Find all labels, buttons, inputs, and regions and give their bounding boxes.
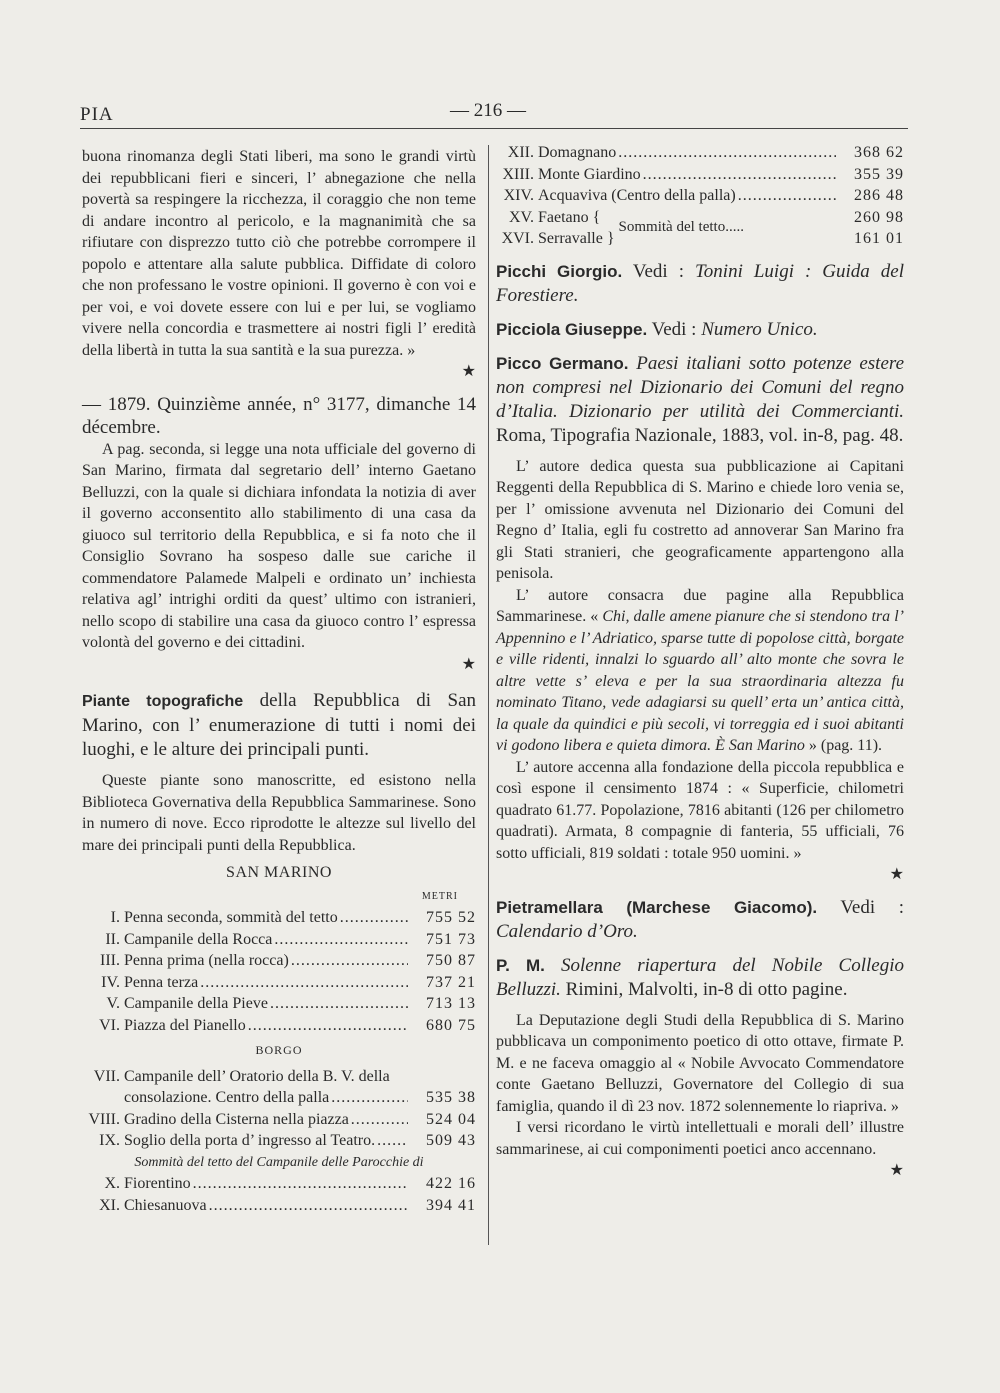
entry-picciola: Picciola Giuseppe. Vedi : Numero Unico. (496, 318, 818, 340)
table-note: Sommità del tetto del Campanile delle Parocchie di (134, 1154, 424, 1170)
table-row: XIV. Acquaviva (Centro della palla) ..... 286 48 (496, 185, 904, 207)
table-row: VI. Piazza del Pianello ..... 680 75 (82, 1015, 476, 1037)
star-ornament-icon: ★ (461, 655, 476, 673)
table-row: VIII. Gradino della Cisterna nella piazza ..... 524 04 (82, 1109, 476, 1131)
bracketed-rows: XV. Faetano { XVI. Serravalle } Sommità del tetto..... 260 98 161 01 (501, 208, 904, 247)
left-column (82, 146, 476, 1216)
paragraph: L’ autore dedica questa sua pubblicazione ai Capitani Reggenti della Repubblica di S. Marino e chiede loro venia se, per l’ omissione avvenuta nel Dizionario dei Comuni del Regno d’ Italia, egli fu costretto ad annoverar San Marino fra gli Stati stranieri, che geograficamente appartengono alla penisola. (496, 457, 904, 582)
table-row: III. Penna prima (nella rocca) ..... 750 87 (82, 950, 476, 972)
paragraph: L’ autore accenna alla fondazione della piccola repubblica e così espone il censimento 1874 : « Superficie, chilometri quadrato 61.77. Popolazione, 7816 abitanti (126 per chilometro quadrati). Armata, 8 compagnie di fanteria, 55 ufficiali, 76 sotto ufficiali, 819 soldati : totale 950 uomini. » (496, 758, 904, 862)
paragraph: La Deputazione degli Studi della Repubblica di S. Marino pubblicava un componimento poetico di otto ottave, firmate P. M. e ne faceva omaggio al « Nobile Avvocato Commendatore conte Gaetano Belluzzi, Governatore del Collegio di sua famiglia, quando il dì 23 nov. 1872 solennemente lo riapriva. » (496, 1011, 904, 1115)
entry-picchi: Picchi Giorgio. Vedi : Tonini Luigi : Guida del Forestiere. (496, 260, 905, 306)
entry-piante (82, 689, 476, 762)
entry-text: della Repubblica di San Marino, con l’ enumerazione di tutti i nomi dei luoghi, e le alture dei principali punti. (82, 690, 476, 760)
section-title: BORGO (255, 1043, 303, 1057)
entry-pietramellara: Pietramellara (Marchese Giacomo). Vedi : Calendario d’Oro. (496, 896, 904, 942)
star-ornament-icon: ★ (461, 363, 476, 380)
paragraph: Queste piante sono manoscritte, ed esistono nella Biblioteca Governativa della Repubblica Sammarinese. Sono in numero di nove. Ecco riprodotte le altezze sul livello del mare dei principali punti della Repubblica. (82, 772, 476, 854)
table-row: I. Penna seconda, sommità del tetto ..... 755 52 (82, 907, 476, 929)
paragraph: L’ autore consacra due pagine alla Repubblica Sammarinese. « Chi, dalle amene pianure che si stendono tra l’ Appennino e l’ Adriatico, sparse tutte di popolose città, borgate e ville ridenti, innalzi lo sguardo all’ alto monte che sovra le altre vette s’ eleva e per la sua straordinaria altezza fu nominato Titano, vede adagiarsi su quell’ erta un’ antica città, la quale da quindici e più secoli, vi torreggia ed i suoi abitanti vi godono libera e quieta dimora. È San Marino » (pag. 11). (496, 586, 904, 754)
paragraph: I versi ricordano le virtù intellettuali e morali dell’ illustre sammarinese, ai cui componimenti poetici anco accennano. (496, 1119, 904, 1158)
paragraph: A pag. seconda, si legge una nota ufficiale del governo di San Marino, firmata dal segretario dell’ interno Gaetano Belluzzi, con la quale si dichiara infondata la notizia di aver il governo acconsentito allo stabilimento di una casa da giuoco sul territorio della Repubblica, e si fa noto che il Consiglio Sovrano ha sospeso dalle sue cariche il commendatore Palamede Malpeli e ordinato un’ inchiesta relativa agl’ intrighi orditi da quest’ ultimo con istranieri, nello scopo di stabilire una casa da giuoco contro l’ espressa volontà del governo e dei cittadini. (82, 440, 476, 651)
entry-pm: P. M. Solenne riapertura del Nobile Collegio Belluzzi. Rimini, Malvolti, in-8 di otto pagine. (496, 954, 905, 1000)
entry-picco: Picco Germano. Paesi italiani sotto potenze estere non compresi nel Dizionario dei Comuni del regno d’Italia. Dizionario per utilità dei Commercianti. Roma, Tipografia Nazionale, 1883, vol. in-8, pag. 48. (496, 352, 904, 446)
date-line: — 1879. Quinzième année, n° 3177, dimanche 14 décembre. (82, 393, 476, 438)
table-row: XII. Domagnano ..... 368 62 (496, 142, 904, 164)
right-column (496, 142, 904, 1182)
unit-label: METRI (421, 890, 458, 902)
table-row: consolazione. Centro della palla ..... 535 38 (82, 1087, 476, 1109)
table-row: XI. Chiesanuova ..... 394 41 (82, 1195, 476, 1217)
column-divider (488, 145, 489, 1245)
table-row: VII. Campanile dell’ Oratorio della B. V. della (93, 1067, 390, 1085)
table-row: X. Fiorentino ..... 422 16 (82, 1173, 476, 1195)
table-row: II. Campanile della Rocca ..... 751 73 (82, 929, 476, 951)
bracket-label: Sommità del tetto..... (618, 219, 744, 236)
table-row: IV. Penna terza ..... 737 21 (82, 972, 476, 994)
entry-heading: Piante topografiche (82, 693, 244, 710)
section-title: SAN MARINO (226, 864, 332, 881)
header-rule (80, 128, 908, 129)
page-number: — 216 — (450, 100, 526, 121)
running-header: PIA (80, 104, 114, 125)
star-ornament-icon: ★ (889, 1162, 904, 1179)
table-row: XIII. Monte Giardino ..... 355 39 (496, 164, 904, 186)
paragraph: buona rinomanza degli Stati liberi, ma sono le grandi virtù dei repubblicani fieri e sinceri, l’ abnegazione che nella povertà sa respingere la ricchezza, il coraggio che non teme di andare incontro al pericolo, e la magnanimità che sa rifiutare con disprezzo tutto ciò che potrebbe corrompere il popolo e attentare alla salute pubblica. Diffidate di coloro che non professano le vostre opinioni. Il governo è con voi e per voi, e voi dovete essere con lui e per lui, se vogliamo vivere nella concordia e trasmettere ai nostri figli l’ eredità della libertà in tutta la sua santità e la sua purezza. » (82, 148, 476, 359)
table-row: IX. Soglio della porta d’ ingresso al Teatro. ..... 509 43 (82, 1130, 476, 1152)
star-ornament-icon: ★ (889, 866, 904, 883)
table-row: V. Campanile della Pieve ..... 713 13 (82, 993, 476, 1015)
